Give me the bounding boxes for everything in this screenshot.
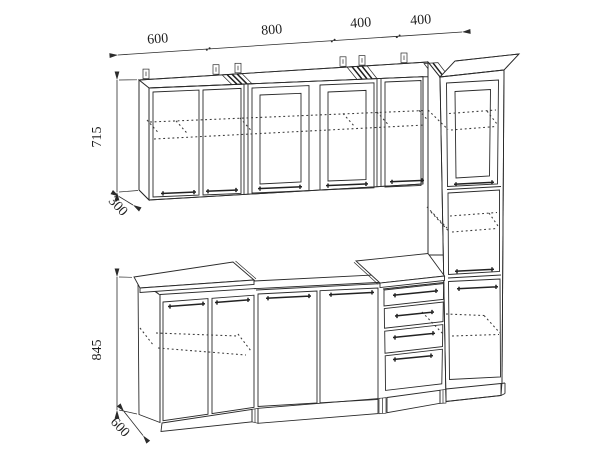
drawer-2 (384, 302, 443, 328)
drawer-handle (393, 331, 435, 340)
dim-label-600-depth: 600 (106, 414, 133, 441)
drawer-unit-400 (354, 254, 446, 413)
drawer-handle (393, 289, 438, 298)
mounting-bracket-icon (143, 69, 149, 79)
drawer-unit-plinth (387, 389, 446, 412)
base-cabinet-800 (252, 275, 386, 424)
dim-label-width-800: 800 (260, 22, 283, 39)
dim-wall-height (90, 80, 138, 192)
base-left-side-panel (138, 280, 160, 423)
door-handle (329, 290, 374, 297)
dim-base-height (90, 277, 137, 414)
drawer-handle (395, 310, 434, 318)
door-handle (168, 302, 205, 309)
dim-wall-depth (105, 194, 133, 220)
base-cabinet-600 (134, 261, 256, 432)
tall-cabinet (422, 54, 519, 402)
wall-cabinet-left-side-panel (139, 80, 149, 200)
dim-label-width-400a: 400 (349, 15, 372, 32)
dim-top-widths (118, 12, 462, 55)
mounting-bracket-icon (340, 57, 346, 67)
drawer-3 (385, 325, 443, 354)
door-handle (215, 298, 250, 305)
door-handle (266, 294, 311, 301)
dim-label-300: 300 (104, 193, 131, 220)
base-left-plinth (161, 409, 252, 431)
mounting-bracket-icon (213, 65, 219, 75)
base-door-4 (320, 288, 378, 403)
dim-label-width-400b: 400 (409, 12, 432, 29)
base-door-3 (258, 291, 317, 407)
dim-label-715: 715 (90, 126, 105, 148)
wall-cabinets (139, 53, 448, 200)
mounting-bracket-icon (401, 53, 407, 63)
mounting-bracket-icon (359, 56, 365, 66)
dim-base-depth (107, 412, 143, 441)
wall-cabinets-front-face (149, 77, 423, 200)
mounting-bracket-icon (235, 63, 241, 73)
dim-label-845: 845 (90, 339, 105, 361)
base-door-1 (163, 299, 208, 421)
base-middle-plinth (252, 398, 386, 424)
drawer-4 (385, 349, 442, 390)
dim-label-width-600: 600 (146, 31, 169, 48)
drawer-handle (393, 354, 433, 362)
